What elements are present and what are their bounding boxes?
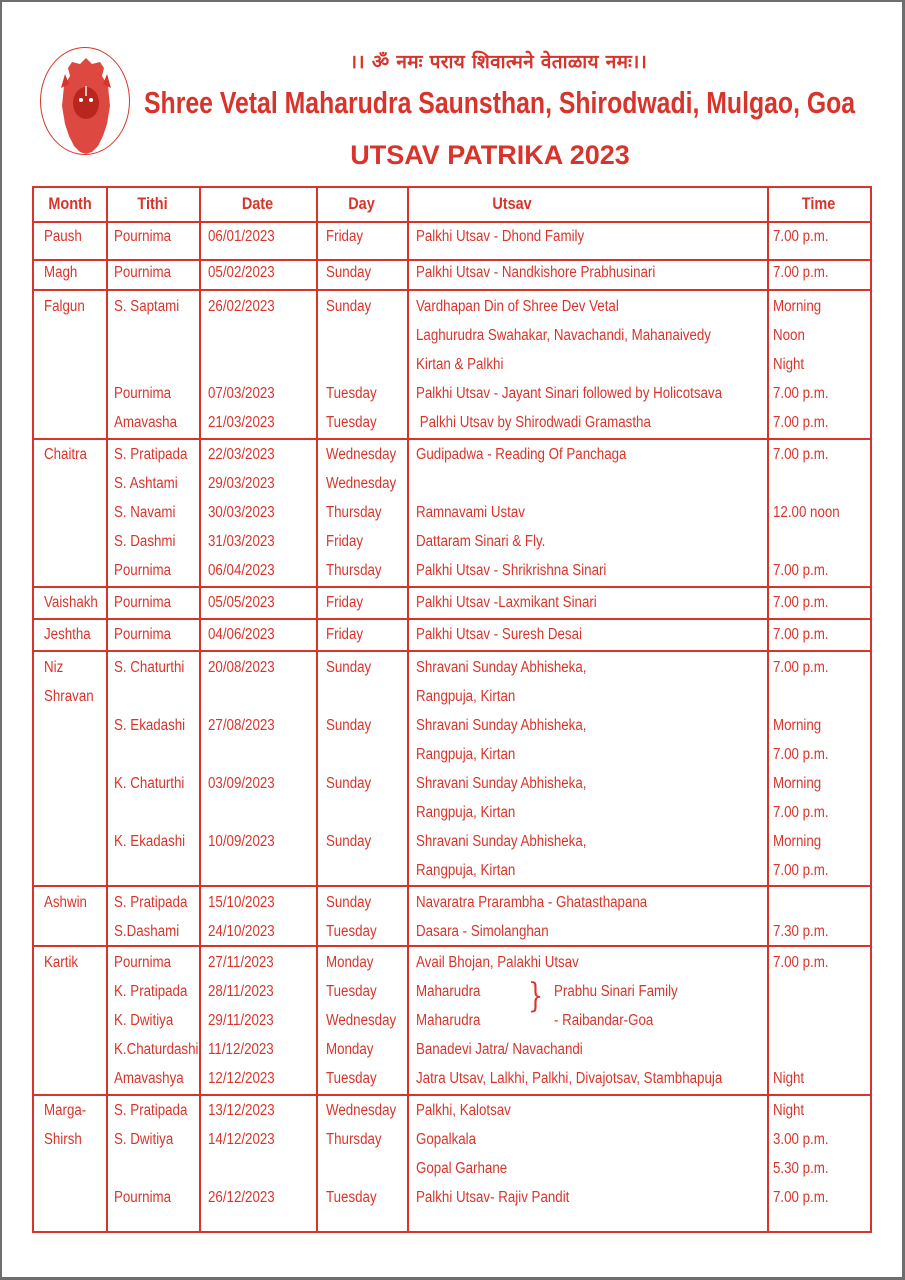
day-cell: Tuesday [326,923,377,940]
date-cell: 28/11/2023 [208,983,274,1000]
utsav-cell: Navaratra Prarambha - Ghatasthapana [416,894,648,911]
day-cell: Sunday [326,717,372,734]
column-header-tithi: Tithi [137,194,168,213]
date-cell: 13/12/2023 [208,1102,275,1119]
day-cell: Sunday [326,659,372,676]
time-cell: 12.00 noon [773,504,840,521]
time-cell: 7.00 p.m. [773,594,829,611]
time-cell: 7.00 p.m. [773,804,829,821]
tithi-cell: Pournima [114,594,172,611]
row-divider [34,1094,870,1096]
month-cell: Shirsh [44,1131,82,1148]
utsav-cell: Palkhi Utsav - Jayant Sinari followed by Holicotsava [416,385,722,402]
time-cell: 7.00 p.m. [773,746,829,763]
tithi-cell: Pournima [114,264,172,281]
row-divider [34,259,870,261]
time-cell: 7.00 p.m. [773,862,829,879]
utsav-cell: Shravani Sunday Abhisheka, [416,717,587,734]
day-cell: Sunday [326,298,372,315]
time-cell: Morning [773,298,822,315]
day-cell: Friday [326,594,364,611]
month-cell: Vaishakh [44,594,98,611]
utsav-cell: Rangpuja, Kirtan [416,746,516,763]
date-cell: 14/12/2023 [208,1131,275,1148]
utsav-cell: Gopalkala [416,1131,477,1148]
utsav-schedule-table [32,186,872,1233]
column-header-day: Day [348,194,375,213]
tithi-cell: Pournima [114,954,172,971]
time-cell: Night [773,1102,805,1119]
row-divider [34,945,870,947]
time-cell: 7.00 p.m. [773,659,829,676]
time-cell: 7.00 p.m. [773,954,829,971]
tithi-cell: K. Ekadashi [114,833,186,850]
day-cell: Wednesday [326,446,397,463]
month-cell: Jeshtha [44,626,91,643]
tithi-cell: K.Chaturdashi [114,1041,199,1058]
row-divider [34,289,870,291]
tithi-cell: S. Pratipada [114,894,188,911]
time-cell: 7.00 p.m. [773,228,829,245]
utsav-cell: Gudipadwa - Reading Of Panchaga [416,446,627,463]
column-divider [767,188,769,1231]
date-cell: 06/04/2023 [208,562,275,579]
date-cell: 29/11/2023 [208,1012,274,1029]
date-cell: 11/12/2023 [208,1041,274,1058]
date-cell: 24/10/2023 [208,923,275,940]
utsav-cell: Ramnavami Ustav [416,504,525,521]
column-header-date: Date [241,194,274,213]
tithi-cell: S. Chaturthi [114,659,185,676]
utsav-cell: Dasara - Simolanghan [416,923,549,940]
day-cell: Sunday [326,833,372,850]
date-cell: 12/12/2023 [208,1070,275,1087]
utsav-cell: Palkhi Utsav- Rajiv Pandit [416,1189,570,1206]
month-cell: Paush [44,228,82,245]
day-cell: Wednesday [326,1012,397,1029]
utsav-cell: Palkhi Utsav by Shirodwadi Gramastha [416,414,651,431]
utsav-note-cell: Prabhu Sinari Family [554,983,678,1000]
date-cell: 26/02/2023 [208,298,275,315]
month-cell: Ashwin [44,894,87,911]
date-cell: 07/03/2023 [208,385,275,402]
tithi-cell: S. Pratipada [114,446,188,463]
column-header-time: Time [801,194,836,213]
date-cell: 06/01/2023 [208,228,275,245]
time-cell: 7.00 p.m. [773,414,829,431]
column-divider [106,188,108,1231]
date-cell: 21/03/2023 [208,414,275,431]
tithi-cell: Pournima [114,626,172,643]
tithi-cell: S.Dashami [114,923,180,940]
time-cell: Morning [773,717,822,734]
utsav-cell: Rangpuja, Kirtan [416,862,516,879]
time-cell: 7.00 p.m. [773,385,829,402]
tithi-cell: S. Dashmi [114,533,176,550]
mantra-heading: ।। ॐ नमः पराय शिवात्मने वेताळाय नमः।। [349,51,648,73]
date-cell: 20/08/2023 [208,659,275,676]
date-cell: 26/12/2023 [208,1189,275,1206]
month-cell: Magh [44,264,78,281]
tithi-cell: S. Saptami [114,298,180,315]
time-cell: Morning [773,833,822,850]
day-cell: Wednesday [326,1102,397,1119]
time-cell: Night [773,1070,805,1087]
column-header-month: Month [48,194,92,213]
tithi-cell: S. Ashtami [114,475,178,492]
tithi-cell: S. Pratipada [114,1102,188,1119]
utsav-note-cell: - Raibandar-Goa [554,1012,654,1029]
tithi-cell: K. Chaturthi [114,775,185,792]
date-cell: 27/08/2023 [208,717,275,734]
tithi-cell: Amavasha [114,414,177,431]
utsav-cell: Shravani Sunday Abhisheka, [416,833,587,850]
day-cell: Sunday [326,775,372,792]
date-cell: 31/03/2023 [208,533,275,550]
month-cell: Niz [44,659,64,676]
utsav-cell: Shravani Sunday Abhisheka, [416,659,587,676]
time-cell: 7.00 p.m. [773,446,829,463]
day-cell: Monday [326,954,374,971]
day-cell: Thursday [326,504,382,521]
utsav-cell: Rangpuja, Kirtan [416,804,516,821]
utsav-cell: Palkhi Utsav - Suresh Desai [416,626,582,643]
document-title: UTSAV PATRIKA 2023 [350,140,630,170]
column-divider [316,188,318,1231]
day-cell: Friday [326,228,364,245]
row-divider [34,586,870,588]
time-cell: 7.00 p.m. [773,264,829,281]
month-cell: Kartik [44,954,79,971]
grouping-brace-icon: } [528,976,544,1016]
utsav-cell: Palkhi Utsav -Laxmikant Sinari [416,594,597,611]
row-divider [34,885,870,887]
utsav-cell: Palkhi Utsav - Shrikrishna Sinari [416,562,607,579]
tithi-cell: Pournima [114,385,172,402]
utsav-cell: Palkhi Utsav - Nandkishore Prabhusinari [416,264,656,281]
utsav-cell: Palkhi Utsav - Dhond Family [416,228,585,245]
day-cell: Tuesday [326,1189,377,1206]
time-cell: 7.00 p.m. [773,562,829,579]
column-header-utsav: Utsav [492,194,532,213]
day-cell: Tuesday [326,1070,377,1087]
day-cell: Thursday [326,562,382,579]
time-cell: 5.30 p.m. [773,1160,829,1177]
organization-name: Shree Vetal Maharudra Saunsthan, Shirodwadi, Mulgao, Goa [144,85,856,120]
day-cell: Monday [326,1041,374,1058]
column-divider [199,188,201,1231]
day-cell: Thursday [326,1131,382,1148]
date-cell: 30/03/2023 [208,504,275,521]
tithi-cell: Pournima [114,1189,172,1206]
day-cell: Sunday [326,894,372,911]
tithi-cell: S. Navami [114,504,176,521]
time-cell: Noon [773,327,805,344]
tithi-cell: Amavashya [114,1070,184,1087]
tithi-cell: S. Dwitiya [114,1131,174,1148]
utsav-cell: Jatra Utsav, Lalkhi, Palkhi, Divajotsav, Stambhapuja [416,1070,723,1087]
date-cell: 15/10/2023 [208,894,275,911]
time-cell: 7.00 p.m. [773,1189,829,1206]
utsav-cell: Laghurudra Swahakar, Navachandi, Mahanaivedy [416,327,711,344]
day-cell: Sunday [326,264,372,281]
day-cell: Wednesday [326,475,397,492]
time-cell: Morning [773,775,822,792]
date-cell: 10/09/2023 [208,833,275,850]
date-cell: 27/11/2023 [208,954,274,971]
utsav-cell: Maharudra [416,1012,481,1029]
date-cell: 03/09/2023 [208,775,275,792]
date-cell: 29/03/2023 [208,475,275,492]
time-cell: Night [773,356,805,373]
row-divider [34,438,870,440]
utsav-cell: Avail Bhojan, Palakhi Utsav [416,954,579,971]
header-divider [34,221,870,223]
day-cell: Friday [326,626,364,643]
date-cell: 22/03/2023 [208,446,275,463]
day-cell: Tuesday [326,385,377,402]
tithi-cell: K. Pratipada [114,983,188,1000]
row-divider [34,618,870,620]
date-cell: 05/02/2023 [208,264,275,281]
utsav-cell: Kirtan & Palkhi [416,356,504,373]
utsav-cell: Dattaram Sinari & Fly. [416,533,546,550]
month-cell: Falgun [44,298,85,315]
utsav-cell: Shravani Sunday Abhisheka, [416,775,587,792]
utsav-cell: Palkhi, Kalotsav [416,1102,511,1119]
utsav-cell: Vardhapan Din of Shree Dev Vetal [416,298,619,315]
day-cell: Tuesday [326,414,377,431]
column-divider [407,188,409,1231]
date-cell: 04/06/2023 [208,626,275,643]
day-cell: Tuesday [326,983,377,1000]
tithi-cell: Pournima [114,228,172,245]
utsav-cell: Banadevi Jatra/ Navachandi [416,1041,583,1058]
utsav-cell: Maharudra [416,983,481,1000]
month-cell: Marga- [44,1102,87,1119]
time-cell: 3.00 p.m. [773,1131,829,1148]
row-divider [34,650,870,652]
date-cell: 05/05/2023 [208,594,275,611]
tithi-cell: K. Dwitiya [114,1012,174,1029]
tithi-cell: S. Ekadashi [114,717,186,734]
tithi-cell: Pournima [114,562,172,579]
utsav-cell: Gopal Garhane [416,1160,508,1177]
time-cell: 7.30 p.m. [773,923,829,940]
time-cell: 7.00 p.m. [773,626,829,643]
day-cell: Friday [326,533,364,550]
month-cell: Shravan [44,688,94,705]
month-cell: Chaitra [44,446,87,463]
utsav-cell: Rangpuja, Kirtan [416,688,516,705]
